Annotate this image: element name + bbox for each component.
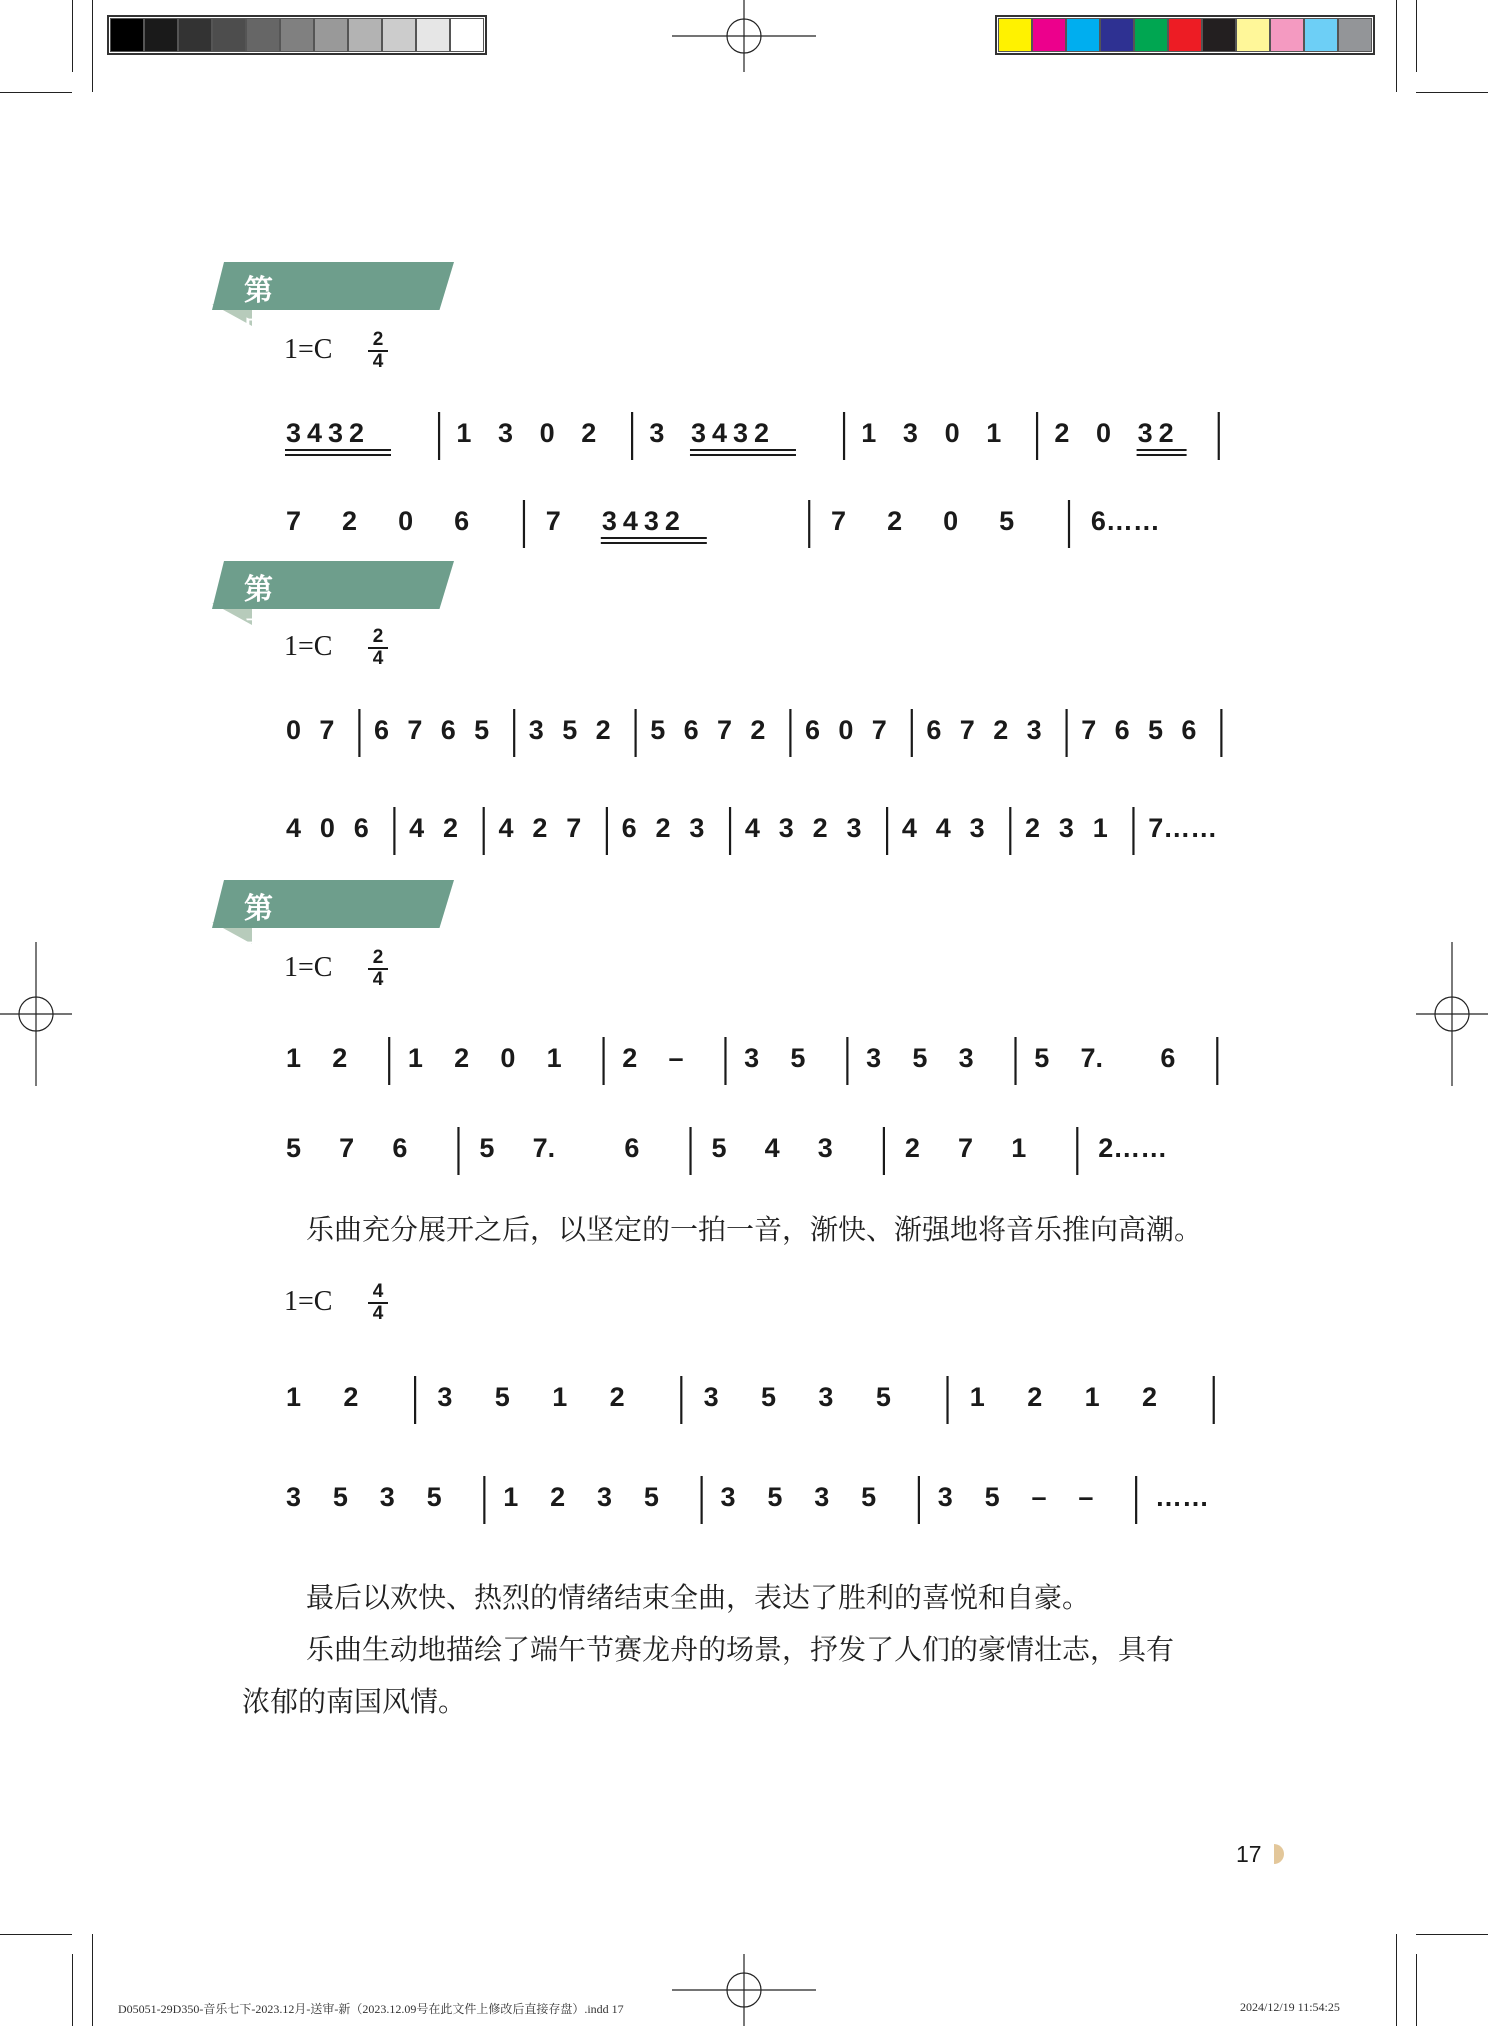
time-bottom: 4 [368, 1302, 388, 1324]
note: 5 [426, 1482, 442, 1512]
note: 2 [343, 1382, 359, 1412]
note: 0 [838, 715, 854, 745]
note: 1 [986, 418, 1002, 448]
note: 7 [958, 1133, 974, 1163]
note: 3 [286, 1482, 302, 1512]
note: 0 [286, 715, 302, 745]
note: 7 [319, 715, 335, 745]
note: 3 [814, 1482, 830, 1512]
time-bottom: 4 [368, 350, 388, 372]
page-number [1236, 1841, 1284, 1868]
note: 2 [443, 813, 459, 843]
note: 2 [1054, 418, 1070, 448]
note: 1 [546, 1043, 562, 1073]
color-swatch [280, 18, 314, 52]
note: 6 [454, 506, 470, 536]
note: 3 [1026, 715, 1042, 745]
time-top: 2 [372, 947, 384, 968]
note: 0 [1095, 418, 1111, 448]
color-swatch [1304, 18, 1338, 52]
registration-mark-right [1416, 942, 1488, 1086]
note: 5 [643, 1482, 659, 1512]
note: 5 [332, 1482, 348, 1512]
note: 3 [379, 1482, 395, 1512]
note: 5 [1034, 1043, 1050, 1073]
note: 5 [650, 715, 666, 745]
note: 3 [846, 813, 862, 843]
note: 3 [969, 813, 985, 843]
color-swatch [416, 18, 450, 52]
time-top: 2 [372, 626, 384, 647]
time-top: 4 [372, 1281, 384, 1302]
note: 2 [550, 1482, 566, 1512]
note: 6 [1181, 715, 1197, 745]
note: 3 [689, 813, 705, 843]
note: 4 [764, 1133, 780, 1163]
color-swatch [1134, 18, 1168, 52]
note: 3 [1058, 813, 1074, 843]
score-line [282, 1023, 1242, 1093]
note: 6 [374, 715, 390, 745]
section-heading-5-text: 第五音乐主题 [244, 572, 275, 811]
note: 6 [440, 715, 456, 745]
note: 1 [407, 1043, 423, 1073]
note: 2 [332, 1043, 348, 1073]
note: 5 [875, 1382, 891, 1412]
color-swatch [1270, 18, 1304, 52]
note: 5 [761, 1382, 777, 1412]
note: 5 [474, 715, 490, 745]
note: 4 [744, 813, 760, 843]
color-swatch [1338, 18, 1372, 52]
note: 3 [528, 715, 544, 745]
score-line [282, 793, 1242, 863]
note: 7 [545, 506, 561, 536]
note: 0 [539, 418, 555, 448]
color-swatch [246, 18, 280, 52]
note: 2 [622, 1043, 638, 1073]
note: 6 [392, 1133, 408, 1163]
key-signature-6 [284, 947, 384, 990]
note: 2 [581, 418, 597, 448]
note: 2 [1142, 1382, 1158, 1412]
color-swatch [1032, 18, 1066, 52]
note: 7 [1081, 715, 1097, 745]
note: 0 [943, 506, 959, 536]
score-line [282, 1362, 1242, 1432]
section-heading-4-text: 第四音乐主题 [244, 273, 275, 512]
note: 6 [926, 715, 942, 745]
note: 7 [716, 715, 733, 745]
note: 6 [353, 813, 369, 843]
note: 4 [901, 813, 917, 843]
note: 4 [409, 813, 425, 843]
note: 2 [595, 715, 611, 745]
color-swatch [1236, 18, 1270, 52]
note: 5 [999, 506, 1015, 536]
color-swatch [314, 18, 348, 52]
paragraph-summary-line-1: 乐曲生动地描绘了端午节赛龙舟的场景，抒发了人们的豪情壮志，具有 [306, 1633, 1175, 1666]
note: – [1031, 1482, 1047, 1512]
note: 5 [711, 1133, 727, 1163]
note: 4 [935, 813, 951, 843]
note: 3 [866, 1043, 882, 1073]
note: 4 [286, 813, 302, 843]
note: 3 [818, 1382, 834, 1412]
section-heading-6-text: 第六音乐主题 [244, 891, 275, 1130]
note: 2 [1025, 813, 1041, 843]
note: 7…… [1148, 813, 1218, 843]
color-swatch [450, 18, 484, 52]
note: 5 [767, 1482, 783, 1512]
note: – [668, 1043, 684, 1073]
note: 4 [498, 813, 514, 843]
note: 2 [904, 1133, 920, 1163]
note: 2 [887, 506, 903, 536]
note: 2 [812, 813, 828, 843]
note: 3 [744, 1043, 760, 1073]
note: 2 [532, 813, 548, 843]
time-bottom: 4 [368, 647, 388, 669]
note: 1 [503, 1482, 519, 1512]
color-swatch [1066, 18, 1100, 52]
color-swatch [1202, 18, 1236, 52]
page-number-text: 17 [1236, 1841, 1262, 1867]
note: 6 [624, 1133, 640, 1163]
color-swatch [178, 18, 212, 52]
note: 1 [286, 1382, 302, 1412]
footer-file-name: D05051-29D350-音乐七下-2023.12月-送审-新（2023.12.09号在此文件上修改后直接存盘）.indd 17 [118, 2002, 624, 2016]
note: 1 [552, 1382, 568, 1412]
time-top: 2 [372, 329, 384, 350]
note: 1 [456, 418, 472, 448]
note: 7. [1080, 1043, 1104, 1073]
note: 6 [1160, 1043, 1176, 1073]
score-line [282, 695, 1242, 765]
note: 7 [566, 813, 582, 843]
note: 32 [1137, 418, 1180, 448]
score-line [282, 486, 1242, 556]
note: 5 [984, 1482, 1000, 1512]
note: 7 [339, 1133, 355, 1163]
color-swatch [998, 18, 1032, 52]
key-signature-4 [284, 329, 384, 372]
note: 2 [1027, 1382, 1043, 1412]
score-line [282, 1462, 1242, 1532]
note: 0 [500, 1043, 516, 1073]
note: 6 [621, 813, 637, 843]
key-signature-final [284, 1281, 384, 1324]
paragraph-ending: 最后以欢快、热烈的情绪结束全曲，表达了胜利的喜悦和自豪。 [306, 1581, 1091, 1614]
note: 6…… [1090, 506, 1160, 536]
paragraph-summary-line-2: 浓郁的南国风情。 [242, 1685, 467, 1718]
note: 1 [1092, 813, 1108, 843]
note: 3 [649, 418, 665, 448]
registration-mark-bottom [672, 1954, 816, 2026]
note: 7 [407, 715, 423, 745]
note: 3 [778, 813, 794, 843]
note: 5 [286, 1133, 302, 1163]
note: 2 [993, 715, 1009, 745]
note: 3 [720, 1482, 736, 1512]
note: 2 [655, 813, 671, 843]
color-swatch [382, 18, 416, 52]
note: 2…… [1098, 1133, 1168, 1163]
registration-mark-top [672, 0, 816, 72]
note: 3432 [601, 506, 686, 536]
note: 5 [912, 1043, 928, 1073]
note: 6 [1114, 715, 1130, 745]
note: 7 [286, 506, 302, 536]
key-text: 1=C [284, 1286, 333, 1317]
color-swatch [212, 18, 246, 52]
note: 0 [944, 418, 960, 448]
note: 3 [958, 1043, 974, 1073]
note: 7 [871, 715, 887, 745]
color-swatch [110, 18, 144, 52]
note: …… [1155, 1482, 1210, 1512]
note: 3432 [286, 418, 371, 448]
note: 2 [609, 1382, 625, 1412]
registration-mark-left [0, 942, 72, 1086]
page-tab-icon [1274, 1844, 1284, 1864]
note: 6 [805, 715, 821, 745]
note: 1 [861, 418, 877, 448]
note: 7. [532, 1133, 556, 1163]
note: 1 [969, 1382, 985, 1412]
note: 1 [286, 1043, 302, 1073]
note: 3 [817, 1133, 833, 1163]
key-signature-5 [284, 626, 384, 669]
note: 5 [494, 1382, 510, 1412]
note: 3432 [690, 418, 776, 448]
note: 1 [1011, 1133, 1027, 1163]
note: 2 [454, 1043, 470, 1073]
key-text: 1=C [284, 334, 333, 365]
note: 3 [937, 1482, 953, 1512]
note: 6 [683, 715, 699, 745]
color-swatch [348, 18, 382, 52]
note: 1 [1084, 1382, 1100, 1412]
note: 3 [437, 1382, 453, 1412]
note: 5 [479, 1133, 495, 1163]
note: 5 [1147, 715, 1164, 745]
note: 7 [959, 715, 975, 745]
score-line [282, 398, 1242, 468]
note: – [1078, 1482, 1094, 1512]
note: 7 [831, 506, 847, 536]
note: 2 [342, 506, 358, 536]
note: 5 [790, 1043, 806, 1073]
note: 5 [562, 715, 578, 745]
paragraph-climax: 乐曲充分展开之后，以坚定的一拍一音，渐快、渐强地将音乐推向高潮。 [306, 1213, 1203, 1246]
note: 5 [861, 1482, 877, 1512]
note: 3 [497, 418, 513, 448]
time-bottom: 4 [368, 968, 388, 990]
key-text: 1=C [284, 952, 333, 983]
color-swatch [1168, 18, 1202, 52]
note: 2 [750, 715, 766, 745]
color-swatch [1100, 18, 1134, 52]
key-text: 1=C [284, 631, 333, 662]
note: 3 [902, 418, 918, 448]
note: 3 [703, 1382, 719, 1412]
note: 0 [398, 506, 414, 536]
note: 3 [596, 1482, 613, 1512]
score-line [282, 1113, 1242, 1183]
footer-timestamp: 2024/12/19 11:54:25 [1240, 2000, 1340, 2014]
color-swatch [144, 18, 178, 52]
note: 0 [319, 813, 335, 843]
